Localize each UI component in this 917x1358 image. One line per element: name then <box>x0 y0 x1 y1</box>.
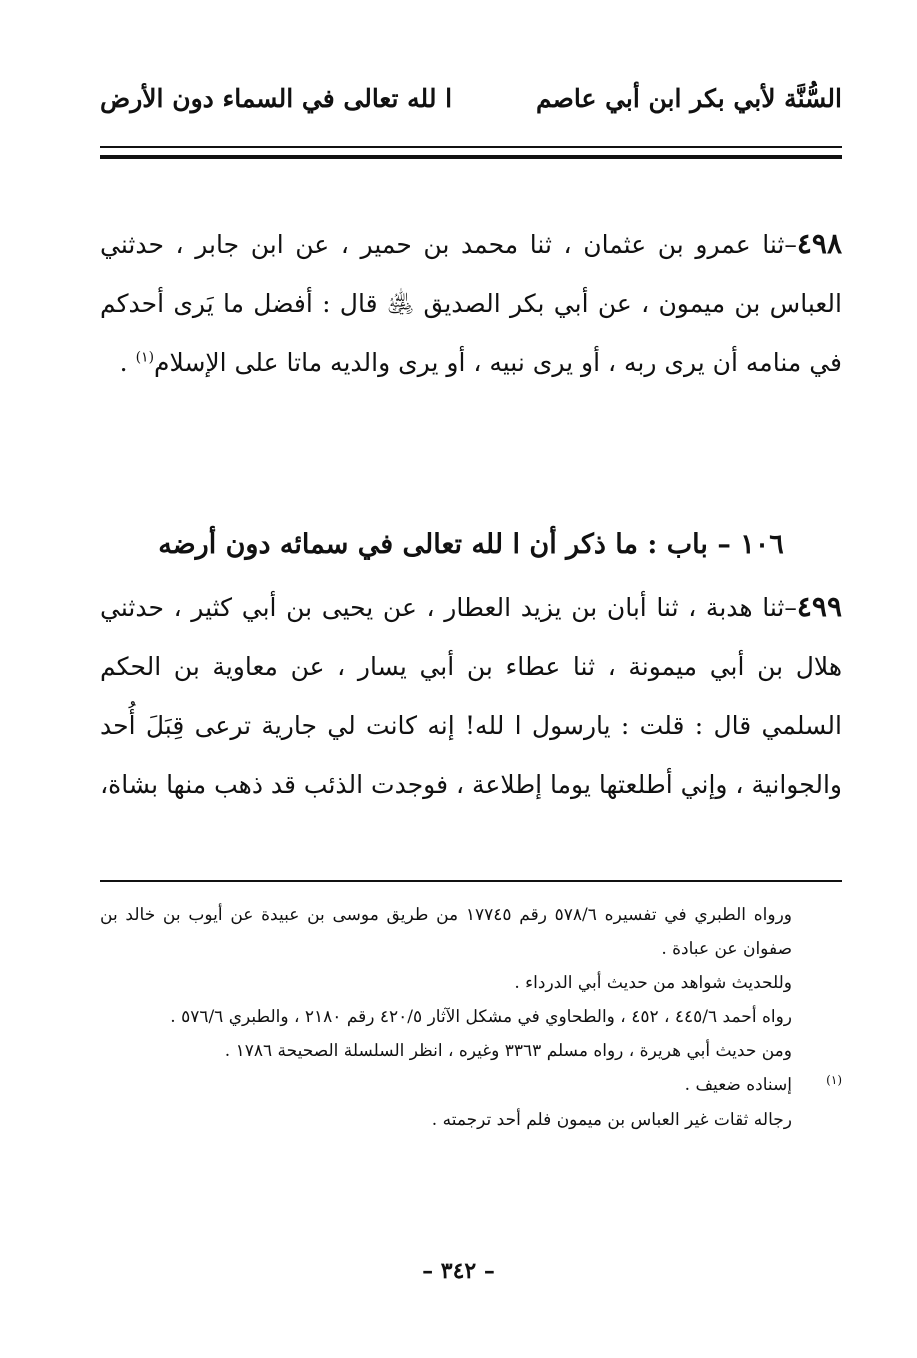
footnote-line <box>100 1000 842 1034</box>
footnote-text: ورواه الطبري في تفسيره ٥٧٨/٦ رقم ١٧٧٤٥ من طريق موسى بن عبيدة عن أيوب بن خالد بن صفوان عن عبادة . <box>100 905 792 959</box>
footnote-line <box>100 1103 842 1137</box>
footnote-line <box>100 1034 842 1068</box>
footnote-reference[interactable]: (١) <box>135 349 155 366</box>
hadith-text: –ثنا هدبة ، ثنا أبان بن يزيد العطار ، عن يحيى بن أبي كثير ، حدثني هلال بن أبي ميمونة ، ثنا عطاء بن أبي يسار ، عن معاوية بن الحكم السلمي قال : قلت : يارسول ا لله! إنه كانت لي جارية ترعى قِبَلَ أُحد والجوانية ، وإني أطلعتها يوما إطلاعة ، فوجدت الذئب قد ذهب منها بشاة، <box>100 593 842 799</box>
hadith-text: –ثنا عمرو بن عثمان ، ثنا محمد بن حمير ، عن ابن جابر ، حدثني العباس بن ميمون ، عن أبي بكر الصديق ﵁ قال : أفضل ما يَرى أحدكم في منامه أن يرى ربه ، أو يرى نبيه ، أو يرى والديه ماتا على الإسلام <box>100 230 842 377</box>
footnote-text: رواه أحمد ٤٤٥/٦ ، ٤٥٢ ، والطحاوي في مشكل الآثار ٤٢٠/٥ رقم ٢١٨٠ ، والطبري ٥٧٦/٦ . <box>170 1007 792 1027</box>
running-head <box>100 78 842 118</box>
footnote-line <box>100 1068 842 1103</box>
footnote-text: ومن حديث أبي هريرة ، رواه مسلم ٣٣٦٣ وغيره ، انظر السلسلة الصحيحة ١٧٨٦ . <box>224 1041 792 1061</box>
hadith-number: ٤٩٨ <box>796 227 842 260</box>
footnote-text: رجاله ثقات غير العباس بن ميمون فلم أحد ترجمته . <box>431 1110 792 1130</box>
running-chapter-title: ا لله تعالى في السماء دون الأرض <box>100 83 453 113</box>
book-title: السُّنَّة لأبي بكر ابن أبي عاصم <box>535 83 842 113</box>
footnote-line <box>100 898 842 966</box>
footnote-text: وللحديث شواهد من حديث أبي الدرداء . <box>514 973 792 993</box>
footnotes <box>100 898 842 1137</box>
footnote-line <box>100 966 842 1000</box>
hadith-498 <box>100 214 842 392</box>
header-rule-thin <box>100 146 842 148</box>
footnote-mark: (١) <box>826 1073 842 1087</box>
header-rule-thick <box>100 155 842 159</box>
chapter-heading: ١٠٦ – باب : ما ذكر أن ا لله تعالى في سمائه دون أرضه <box>158 529 784 560</box>
hadith-closing: . <box>119 348 136 377</box>
footnote-text: إسناده ضعيف . <box>684 1075 792 1095</box>
footnote-rule <box>100 880 842 882</box>
hadith-499 <box>100 577 842 814</box>
page-number: – ٣٤٢ – <box>422 1258 495 1284</box>
hadith-number: ٤٩٩ <box>796 590 842 623</box>
